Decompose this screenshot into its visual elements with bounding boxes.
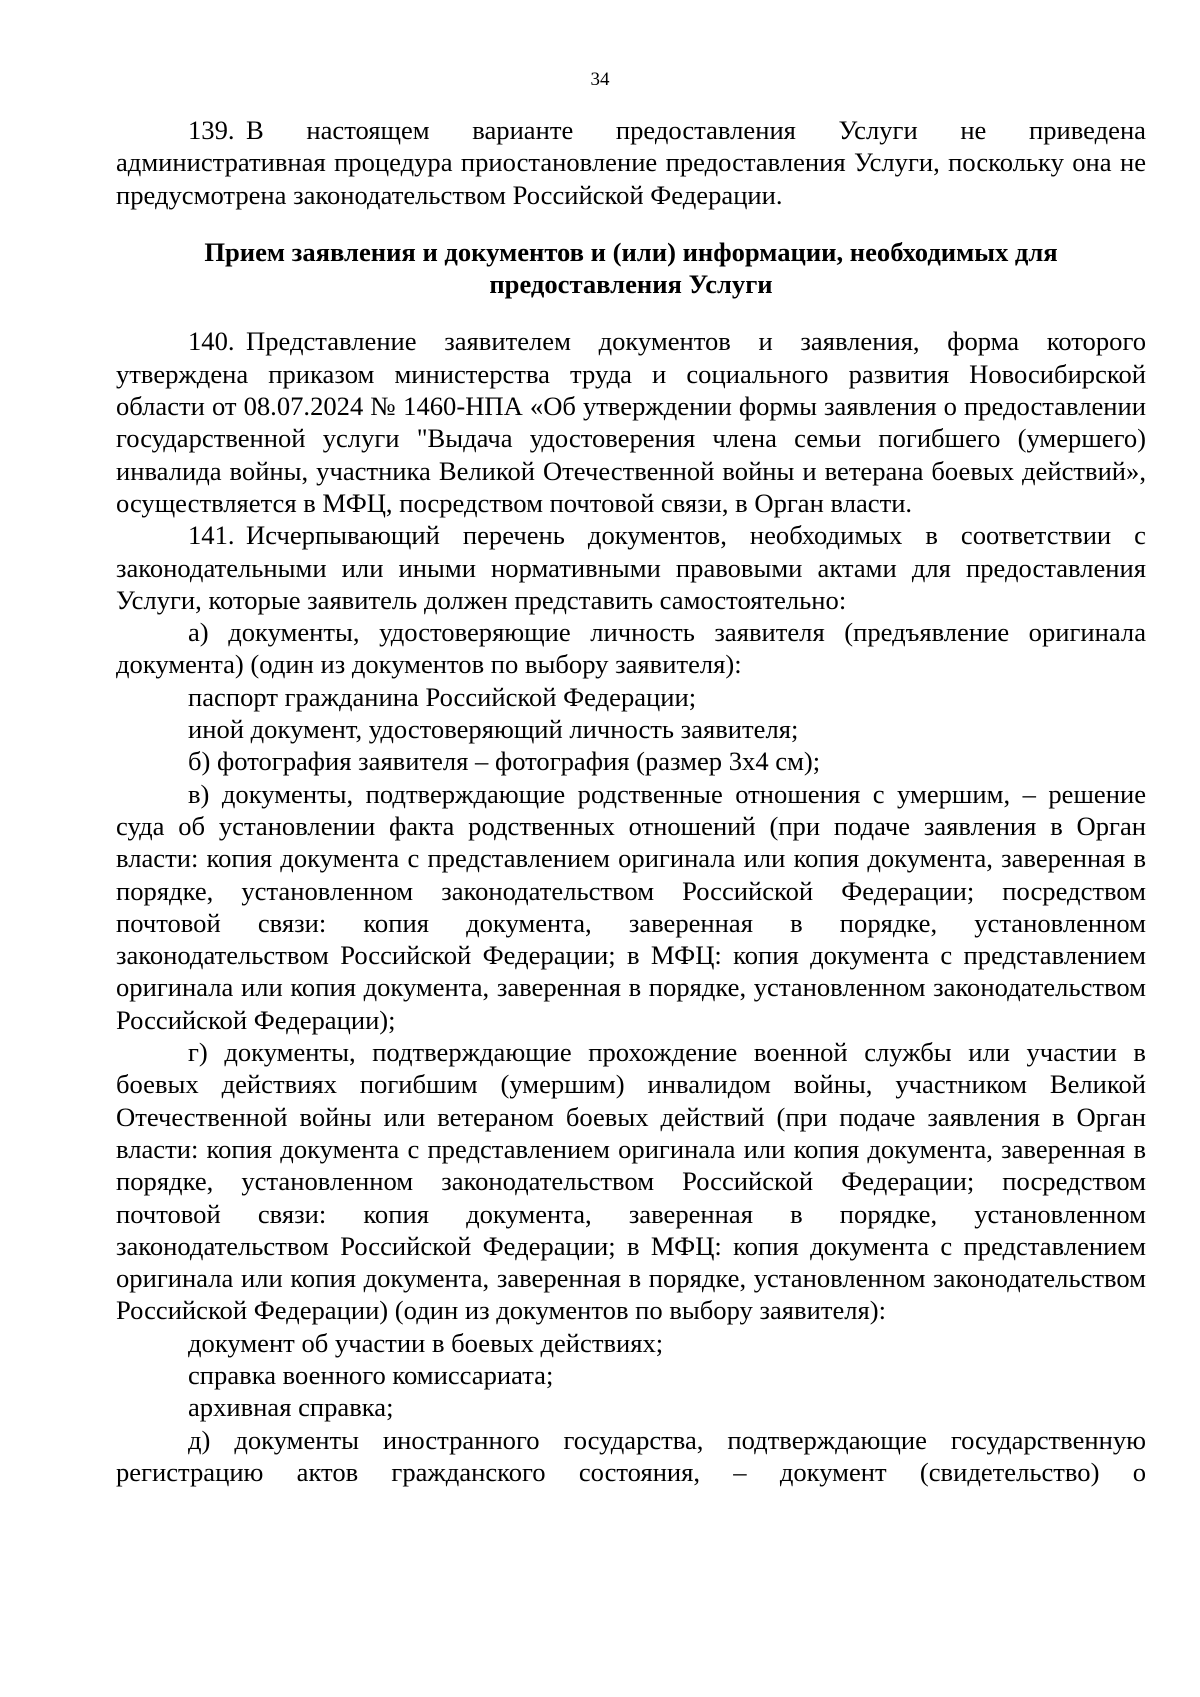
- document-body: [116, 114, 1146, 1488]
- list-subitem-other-id: иной документ, удостоверяющий личность заявителя;: [188, 714, 799, 745]
- paragraph-number: 141.: [188, 520, 235, 551]
- paragraph-number: 140.: [188, 326, 235, 357]
- paragraph-text: Исчерпывающий перечень документов, необходимых в соответствии с законодательными или иными нормативными правовыми актами для предоставления Услуги, которые заявитель должен представить самостоятельно:: [116, 520, 1146, 615]
- paragraph-number: 139.: [188, 115, 235, 145]
- list-subitem-combat-document: документ об участии в боевых действиях;: [188, 1327, 664, 1358]
- list-subitem-archive-certificate: архивная справка;: [188, 1392, 394, 1423]
- list-item-a: а) документы, удостоверяющие личность заявителя (предъявление оригинала документа) (один из документов по выбору заявителя):: [116, 617, 1146, 680]
- list-item-d: д) документы иностранного государства, подтверждающие государственную регистрацию актов гражданского состояния, – документ (свидетельство) о: [116, 1424, 1146, 1487]
- list-item-b: б) фотография заявителя – фотография (размер 3х4 см);: [188, 746, 821, 777]
- paragraph-text: Представление заявителем документов и заявления, форма которого утверждена приказом министерства труда и социального развития Новосибирской области от 08.07.2024 № 1460-НПА «Об утверждении формы заявления о предоставлении государственной услуги "Выдача удостоверения члена семьи погибшего (умершего) инвалида войны, участника Великой Отечественной войны и ветерана боевых действий», осуществляется в МФЦ, посредством почтовой связи, в Орган власти.: [116, 326, 1146, 518]
- list-subitem-commissariat-certificate: справка военного комиссариата;: [188, 1359, 554, 1390]
- paragraph-139: [116, 114, 1146, 211]
- paragraph-140: [116, 325, 1146, 519]
- list-item-v: в) документы, подтверждающие родственные отношения с умершим, – решение суда об установлении факта родственных отношений (при подаче заявления в Орган власти: копия документа с представлением оригинала или копия документа, заверенная в порядке, установленном законодательством Российской Федерации; посредством почтовой связи: копия документа, заверенная в порядке, установленном законодательством Российской Федерации; в МФЦ: копия документа с представлением оригинала или копия документа, заверенная в порядке, установленном законодательством Российской Федерации);: [116, 778, 1146, 1035]
- list-subitem-passport: паспорт гражданина Российской Федерации;: [188, 681, 697, 712]
- paragraph-141: [116, 519, 1146, 616]
- section-heading: Прием заявления и документов и (или) информации, необходимых для предоставления Услуги: [204, 236, 1058, 300]
- list-item-g: г) документы, подтверждающие прохождение военной службы или участии в боевых действиях погибшим (умершим) инвалидом войны, участником Великой Отечественной войны или ветераном боевых действий (при подаче заявления в Орган власти: копия документа с представлением оригинала или копия документа, заверенная в порядке, установленном законодательством Российской Федерации; посредством почтовой связи: копия документа, заверенная в порядке, установленном законодательством Российской Федерации; в МФЦ: копия документа с представлением оригинала или копия документа, заверенная в порядке, установленном законодательством Российской Федерации) (один из документов по выбору заявителя):: [116, 1037, 1146, 1326]
- page-number: 34: [590, 69, 610, 90]
- paragraph-text: В настоящем варианте предоставления Услуги не приведена административная процедура приостановление предоставления Услуги, поскольку она не предусмотрена законодательством Российской Федерации.: [116, 115, 1146, 210]
